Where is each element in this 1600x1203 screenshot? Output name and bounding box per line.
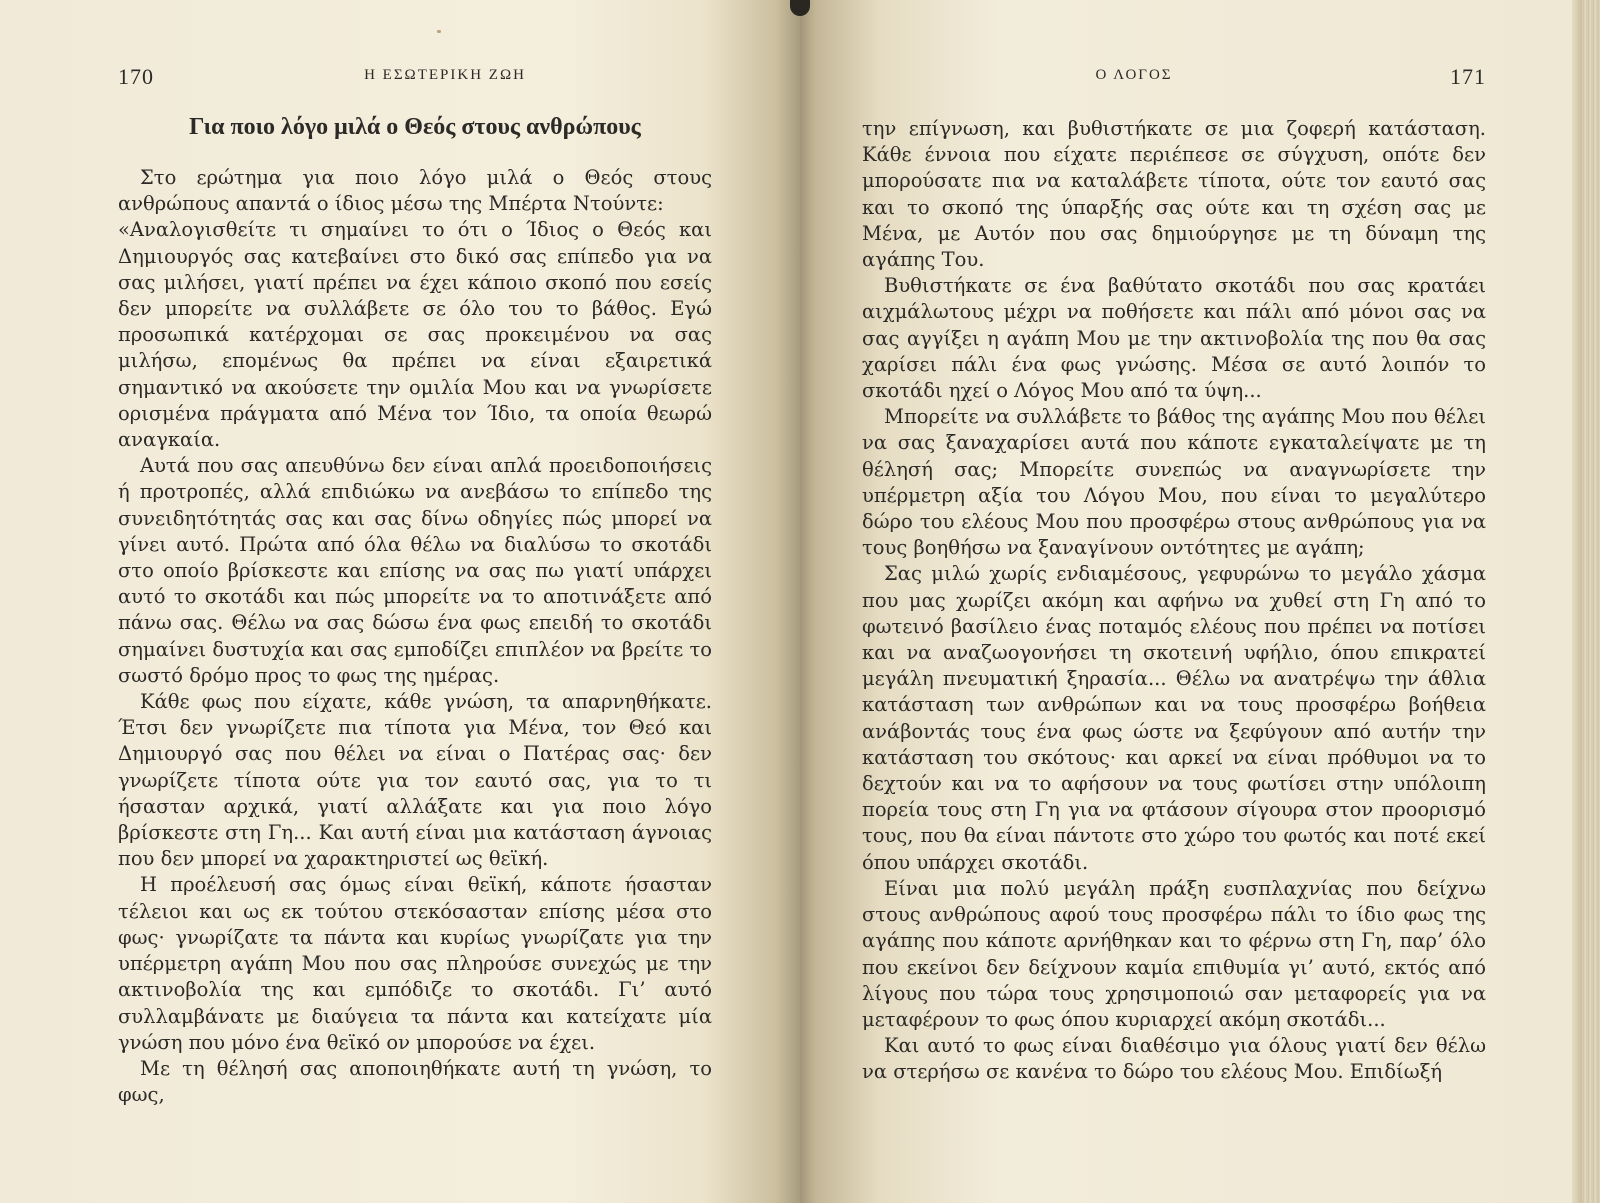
left-running-title: Η ΕΣΩΤΕΡΙΚΗ ΖΩΗ: [364, 67, 526, 83]
right-page: [800, 0, 1600, 1203]
right-paragraph-2: Βυθιστήκατε σε ένα βαθύτατο σκοτάδι που σας κρατάει αιχμάλωτους μέχρι να ποθήσετε και πάλι από μόνοι σας να σας αγγίξει η αγάπη Μου με την ακτινοβολία της που θα σας χαρίσει πάλι ένα φως γνώσης. Μέσα σε αυτό λοιπόν το σκοτάδι ηχεί ο Λόγος Μου από τα ύψη...: [862, 274, 1486, 403]
right-body-text: [862, 116, 1486, 1086]
left-paragraph-3: Αυτά που σας απευθύνω δεν είναι απλά προειδοποιήσεις ή προτροπές, αλλά επιδιώκω να ανεβάσω το επίπεδο της συνειδητότητάς σας και σας δίνω οδηγίες πώς μπορεί να γίνει αυτό. Πρώτα από όλα θέλω να διαλύσω το σκοτάδι στο οποίο βρίσκεστε και επίσης να σας πω γιατί υπάρχει αυτό το σκοτάδι και πώς μπορείτε να το αποτινάξετε από πάνω σας. Θέλω να σας δώσω ένα φως επειδή το σκοτάδι σημαίνει δυστυχία και σας εμποδίζει επιπλέον να βρείτε το σωστό δρόμο προς το φως της ημέρας.: [118, 454, 712, 687]
right-page-number: 171: [1450, 64, 1486, 89]
left-paragraph-2: «Αναλογισθείτε τι σημαίνει το ότι ο Ίδιος ο Θεός και Δημιουργός σας κατεβαίνει στο δικό σας επίπεδο για να σας μιλήσει, γιατί πρέπει να έχει κάποιο σκοπό που εσείς δεν μπορείτε να συλλάβετε σε όλο του το βάθος. Εγώ προσωπικά κατέρχομαι σε σας προκειμένου να σας μιλήσω, επομένως θα πρέπει να είναι εξαιρετικά σημαντικό να ακούσετε την ομιλία Μου και να γνωρίσετε ορισμένα πράγματα από Μένα τον Ίδιο, τα οποία θεωρώ αναγκαία.: [118, 218, 712, 452]
right-paragraph-6: Και αυτό το φως είναι διαθέσιμο για όλους γιατί δεν θέλω να στερήσω σε κανένα το δώρο του ελέους Μου. Επιδίωξή: [862, 1034, 1486, 1084]
right-running-head: [862, 56, 1486, 92]
right-paragraph-5: Είναι μια πολύ μεγάλη πράξη ευσπλαχνίας που δείχνω στους ανθρώπους αφού τους προσφέρω πάλι το ίδιο φως της αγάπης που κάποτε αρνήθηκαν και το φέρνω στη Γη, παρ’ όλο που εκείνοι δεν δείχνουν καμία επιθυμία γι’ αυτό, εκτός από λίγους που τώρα τους χρησιμοποιώ σαν μεταφορείς για να μεταφέρουν το φως όπου κυριαρχεί ακόμη σκοτάδι...: [862, 876, 1486, 1031]
right-paragraph-3: Μπορείτε να συλλάβετε το βάθος της αγάπης Μου που θέλει να σας ξαναχαρίσει αυτά που κάποτε εγκαταλείψατε με τη θέλησή σας; Μπορείτε συνεπώς να αναγνωρίσετε την υπέρμετρη αξία του Λόγου Μου, που είναι το μεγαλύτερο δώρο του ελέους Μου που προσφέρω στους ανθρώπους για να τους βοηθήσω να ξαναγίνουν οντότητες με αγάπη;: [862, 405, 1486, 560]
left-paragraph-1: Στο ερώτημα για ποιο λόγο μιλά ο Θεός στους ανθρώπους απαντά ο ίδιος μέσω της Μπέρτα Ντούντε:: [118, 166, 712, 216]
chapter-title: Για ποιο λόγο μιλά ο Θεός στους ανθρώπους: [189, 114, 641, 140]
left-page-number: 170: [118, 64, 154, 89]
left-body-text: [118, 165, 712, 1108]
left-paragraph-6: Με τη θέλησή σας αποποιηθήκατε αυτή τη γνώση, το φως,: [118, 1056, 712, 1107]
paper-speck: [437, 30, 441, 33]
left-paragraph-4: Κάθε φως που είχατε, κάθε γνώση, τα απαρνηθήκατε. Έτσι δεν γνωρίζετε πια τίποτα για Μένα, τον Θεό και Δημιουργό σας που θέλει να είναι ο Πατέρας σας· δεν γνωρίζετε τίποτα ούτε για τον εαυτό σας, για το τι ήσασταν αρχικά, γιατί αλλάξατε και για ποιο λόγο βρίσκεστε στη Γη... Και αυτή είναι μια κατάσταση άγνοιας που δεν μπορεί να χαρακτηριστεί ως θεϊκή.: [118, 690, 712, 871]
left-running-head: [118, 56, 712, 92]
stacked-page-edges: [1582, 0, 1600, 1203]
right-paragraph-1: την επίγνωση, και βυθιστήκατε σε μια ζοφερή κατάσταση. Κάθε έννοια που είχατε περιέπεσε σε σύγχυση, οπότε δεν μπορούσατε πια να καταλάβετε τίποτα, ούτε τον εαυτό σας και το σκοπό της ύπαρξής σας ούτε και τη σχέση σας με Μένα, με Αυτόν που σας δημιούργησε με τη δύναμη της αγάπης Του.: [862, 117, 1486, 272]
page-edge-shadow: [1572, 0, 1582, 1203]
right-paragraph-4: Σας μιλώ χωρίς ενδιαμέσους, γεφυρώνω το μεγάλο χάσμα που μας χωρίζει ακόμη και αφήνω να χυθεί στη Γη από το φωτεινό βασίλειο ένας ποταμός ελέους που πρέπει να ποτίσει και να αναζωογονήσει τη σκοτεινή υφήλιο, όπου επικρατεί μεγάλη πνευματική ξηρασία... Θέλω να ανατρέψω την άθλια κατάσταση των ανθρώπων και να τους προσφέρω βοήθεια ανάβοντάς τους ένα φως ώστε να ξεφύγουν από αυτήν την κατάσταση του σκότους· και αρκεί να είναι πρόθυμοι να το δεχτούν και να το αφήσουν να τους φωτίσει στην υπόλοιπη πορεία τους στη Γη για να φτάσουν σίγουρα στον προορισμό τους, που θα είναι πάντοτε στο χώρο του φωτός και ποτέ εκεί όπου υπάρχει σκοτάδι.: [862, 562, 1486, 874]
right-running-title: Ο ΛΟΓΟΣ: [1095, 67, 1173, 83]
left-paragraph-5: Η προέλευσή σας όμως είναι θεϊκή, κάποτε ήσασταν τέλειοι και ως εκ τούτου στεκόσασταν επίσης μέσα στο φως· γνωρίζατε τα πάντα και κυρίως γνωρίζατε για την υπέρμετρη αγάπη Μου που σας πληρούσε συνεχώς με την ακτινοβολία της και εμπόδιζε το σκοτάδι. Γι’ αυτό συλλαμβάνατε με διαύγεια τα πάντα και κατείχατε μία γνώση που μόνο ένα θεϊκό ον μπορούσε να έχει.: [118, 873, 712, 1054]
